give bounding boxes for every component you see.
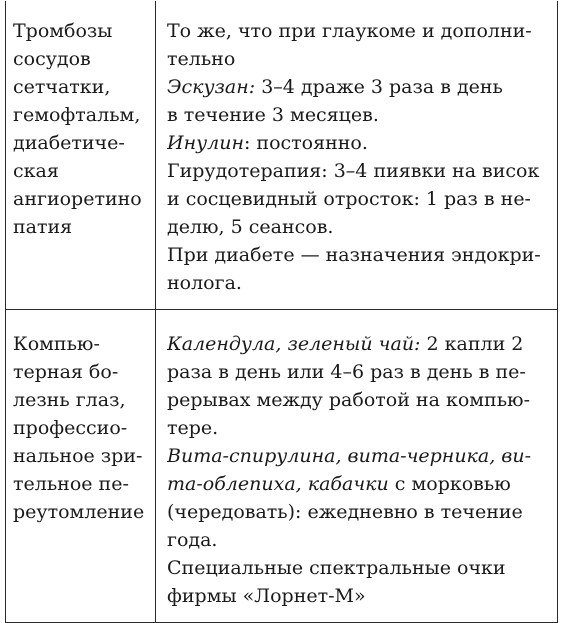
treatment-table: [5, 1, 558, 623]
treatment-cell: [156, 310, 558, 623]
treatment-text: Специальные спектральные очки: [167, 557, 506, 579]
remedy-name: Эскузан:: [167, 76, 256, 98]
remedy-name: Вита-спирулина, вита-черника, ви-: [167, 445, 532, 467]
table-row: [6, 310, 558, 623]
condition-line: ская: [13, 160, 59, 182]
treatment-line: [167, 213, 549, 241]
treatment-cell: [156, 1, 558, 310]
condition-cell: [6, 310, 156, 623]
treatment-text: и сосцевидный отросток: 1 раз в не-: [167, 188, 531, 210]
treatment-text: тельно: [167, 48, 236, 70]
treatment-line: [167, 330, 549, 358]
condition-line: реутомление: [13, 501, 145, 523]
condition-line: терная бо-: [13, 361, 119, 383]
treatment-line: [167, 470, 549, 498]
treatment-line: [167, 73, 549, 101]
condition-line: диабетиче-: [13, 132, 125, 154]
remedy-name: та-облепиха, кабачки: [167, 473, 389, 495]
treatment-line: [167, 157, 549, 185]
table-body: [6, 1, 558, 623]
treatment-line: [167, 554, 549, 582]
treatment-text: с морковью: [388, 473, 511, 495]
treatment-text: года.: [167, 529, 218, 551]
treatment-text: То же, что при глаукоме и дополни-: [167, 20, 532, 42]
treatment-line: [167, 414, 549, 442]
table-row: [6, 1, 558, 310]
treatment-text: (чередовать): ежедневно в течение: [167, 501, 523, 523]
treatment-text: нолога.: [167, 272, 242, 294]
condition-line: Тромбозы: [13, 20, 113, 42]
remedy-name: Календула, зеленый чай:: [167, 333, 421, 355]
treatment-line: [167, 386, 549, 414]
condition-line: профессио-: [13, 417, 128, 439]
treatment-line: [167, 101, 549, 129]
condition-line: лезнь глаз,: [13, 389, 126, 411]
treatment-text: фирмы «Лорнет-М»: [167, 585, 366, 607]
treatment-line: [167, 358, 549, 386]
condition-line: нальное зри-: [13, 445, 143, 467]
condition-cell: [6, 1, 156, 310]
condition-line: Компью-: [13, 333, 100, 355]
treatment-line: [167, 185, 549, 213]
treatment-line: [167, 45, 549, 73]
treatment-line: [167, 442, 549, 470]
treatment-text: делю, 5 сеансов.: [167, 216, 334, 238]
treatment-line: [167, 17, 549, 45]
remedy-name: Инулин: [167, 132, 244, 154]
condition-line: тельное пе-: [13, 473, 129, 495]
condition-line: ангиоретино: [13, 188, 142, 210]
treatment-text: : постоянно.: [243, 132, 368, 154]
treatment-line: [167, 241, 549, 269]
treatment-text: раза в день или 4–6 раз в день в пе-: [167, 361, 526, 383]
treatment-text: 3–4 драже 3 раза в день: [255, 76, 503, 98]
treatment-line: [167, 526, 549, 554]
treatment-text: тере.: [167, 417, 219, 439]
treatment-line: [167, 498, 549, 526]
treatment-line: [167, 269, 549, 297]
condition-line: гемофтальм,: [13, 104, 141, 126]
treatment-text: Гирудотерапия: 3–4 пиявки на висок: [167, 160, 540, 182]
treatment-text: в течение 3 месяцев.: [167, 104, 379, 126]
treatment-line: [167, 129, 549, 157]
treatment-text: рерывах между работой на компью-: [167, 389, 531, 411]
treatment-line: [167, 582, 549, 610]
condition-line: сосудов: [13, 48, 91, 70]
condition-line: сетчатки,: [13, 76, 111, 98]
treatment-text: При диабете — назначения эндокри-: [167, 244, 541, 266]
condition-line: патия: [13, 216, 73, 238]
treatment-text: 2 капли 2: [420, 333, 524, 355]
